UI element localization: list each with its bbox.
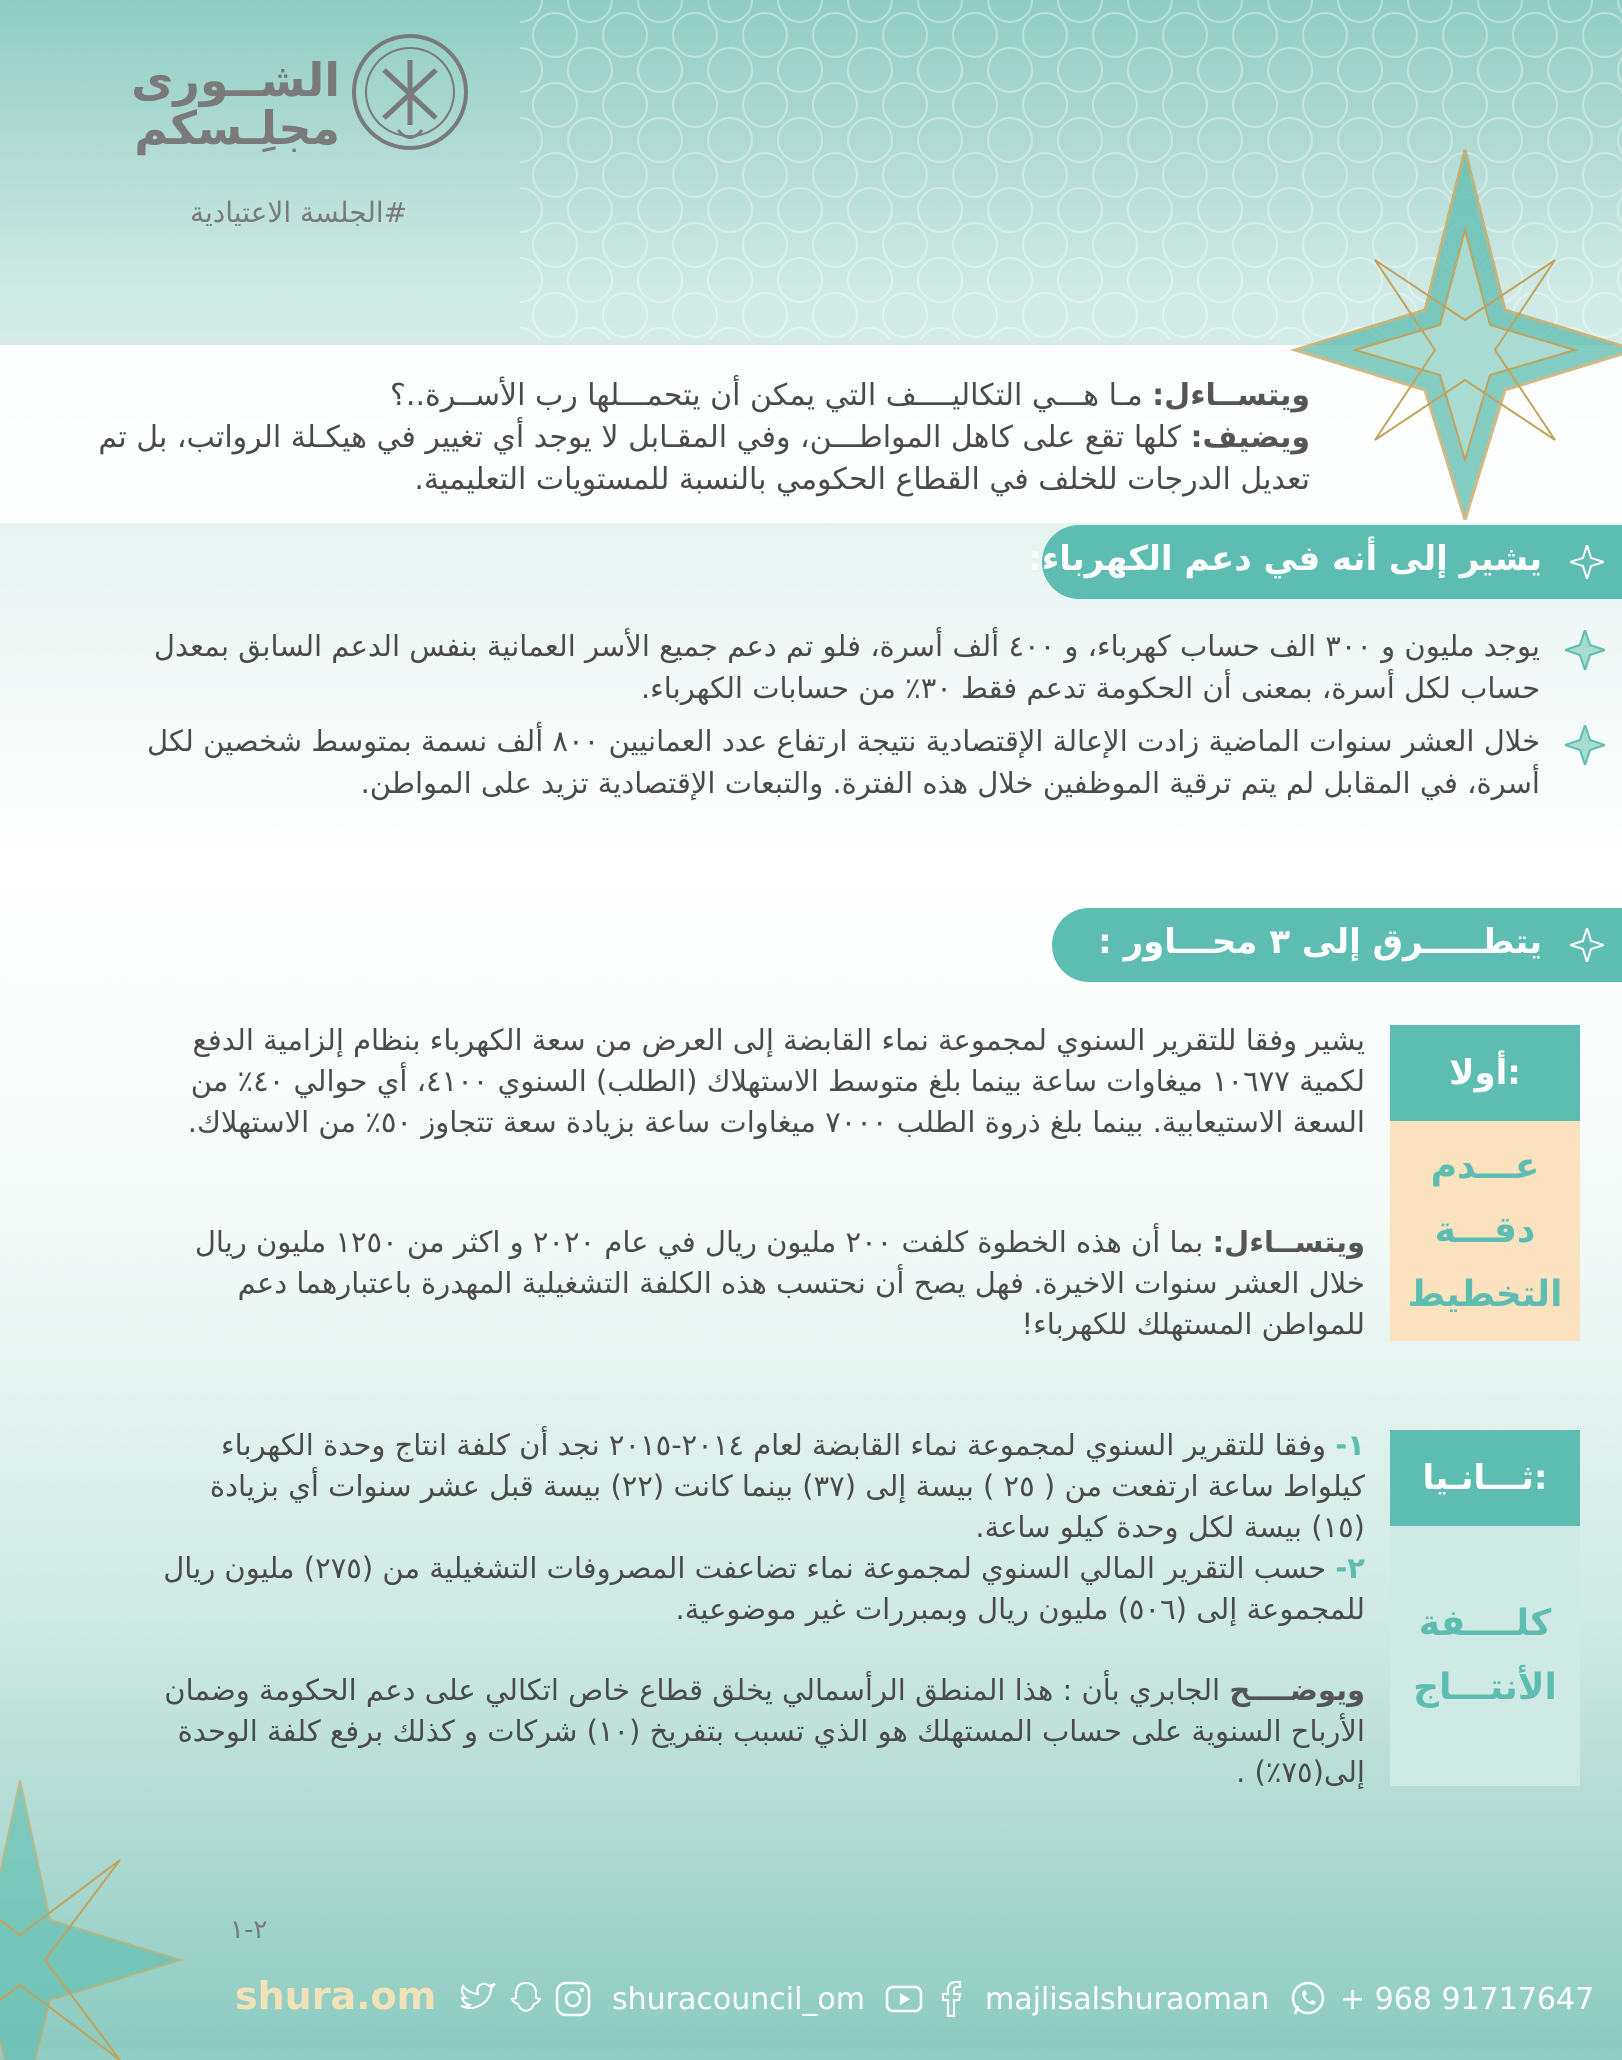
oman-emblem-icon — [348, 30, 473, 155]
axis2-num1: ١- — [1335, 1428, 1365, 1462]
bullet-item: خلال العشر سنوات الماضية زادت الإعالة الإقتصادية نتيجة ارتفاع عدد العمانيين ٨٠٠ ألف نسمة بمتوسط شخصين لكل أسرة، في المقابل لم يتم ترقية الموظفين خلال هذه الفترة. والتبعات الإقتصادية تزيد على المواطن. — [147, 724, 1540, 800]
intro-text2: كلها تقع على كاهل المواطـــن، وفي المقـابل لا يوجد أي تغيير في هيكـلة الرواتب، بل تم تعديل الدرجات للخلف في القطاع الحكومي بالنسبة للمستويات التعليمية. — [98, 420, 1310, 497]
axis2-card-line: الأنتـــاج — [1413, 1667, 1557, 1708]
instagram-icon[interactable] — [552, 1978, 594, 2020]
intro-label2: ويضيف: — [1190, 420, 1310, 455]
axis1-paragraph: يشير وفقا للتقرير السنوي لمجموعة نماء القابضة إلى العرض من سعة الكهرباء بنظام إلزامية الدفع لكمية ١٠٦٧٧ ميغاوات ساعة بينما بلغ متوسط الاستهلاك (الطلب) السنوي ٤١٠٠، أي حوالي ٤٠٪ من السعة الاستيعابية. بينما بلغ ذروة الطلب ٧٠٠٠ ميغاوات ساعة بزيادة سعة تتجاوز ٥٠٪ من الاستهلاك. — [187, 1023, 1365, 1139]
website-link[interactable]: shura.om — [235, 1974, 437, 2018]
star-bullet-icon — [1570, 928, 1604, 962]
instagram-handle[interactable]: shuracouncil_om — [612, 1982, 865, 2017]
axis2-num2: ٢- — [1335, 1551, 1365, 1585]
axis2-point1-text: وفقا للتقرير السنوي لمجموعة نماء القابضة لعام ٢٠١٤-٢٠١٥ نجد أن كلفة انتاج وحدة الكهرباء كيلواط ساعة ارتفعت من ( ٢٥ ) بيسة إلى (٣٧) بينما كانت (٢٢) بيسة قبل عشر سنوات أي بزيادة (١٥) بيسة لكل وحدة كيلو ساعة. — [209, 1428, 1365, 1544]
axis2-explanation-text: الجابري بأن : هذا المنطق الرأسمالي يخلق قطاع خاص اتكالي على دعم الحكومة وضمان الأرباح السنوية على حساب المستهلك هو الذي تسبب بتفريخ (١٠) شركات و كذلك برفع كلفة الوحدة إلى(٧٥٪) . — [164, 1673, 1365, 1789]
star-ornament-icon — [1280, 140, 1622, 520]
facebook-icon[interactable] — [930, 1978, 972, 2020]
axis1-card-line: عـــدم — [1430, 1146, 1540, 1187]
logo-title — [100, 53, 340, 156]
axis1-card-head: أولا: — [1390, 1025, 1580, 1121]
three-axes-banner — [1052, 908, 1622, 982]
electricity-subsidy-banner — [1028, 525, 1622, 599]
axis1-card-line: دقـــة — [1434, 1210, 1536, 1251]
axis1-card-body — [1390, 1121, 1580, 1341]
intro-label1: ويتســاءل: — [1152, 378, 1310, 413]
twitter-icon[interactable] — [455, 1978, 497, 2020]
whatsapp-number[interactable]: + 968 91717647 — [1340, 1982, 1595, 2017]
axis2-card-line: كلــــفة — [1418, 1603, 1552, 1644]
axis2-explanation — [160, 1670, 1365, 1793]
page-number: ٢-١ — [230, 1915, 268, 1945]
axis2-label: ويوضــــح — [1229, 1673, 1365, 1707]
logo-line2: مجلِـسكم — [134, 101, 340, 156]
axis2-card-body — [1390, 1526, 1580, 1786]
axis2-card — [1390, 1430, 1580, 1786]
star-ornament-icon — [0, 1760, 220, 2060]
snapchat-icon[interactable] — [505, 1978, 547, 2020]
axis1-question-text: بما أن هذه الخطوة كلفت ٢٠٠ مليون ريال في عام ٢٠٢٠ و اكثر من ١٢٥٠ مليون ريال خلال العشر سنوات الاخيرة. فهل يصح أن نحتسب هذه الكلفة التشغيلية المهدرة باعتبارهما دعم للمواطن المستهلك للكهرباء! — [194, 1225, 1365, 1341]
axis2-point2 — [160, 1548, 1365, 1630]
star-bullet-icon — [1570, 545, 1604, 579]
axis1-card-line: التخطيط — [1407, 1274, 1563, 1315]
bullet-star-icon — [1565, 630, 1605, 670]
axis2-card-head: ثـــانـيا: — [1390, 1430, 1580, 1526]
axis2-point2-text: حسب التقرير المالي السنوي لمجموعة نماء تضاعفت المصروفات التشغيلية من (٢٧٥) مليون ريال للمجموعة إلى (٥٠٦) مليون ريال وبمبررات غير موضوعية. — [163, 1551, 1365, 1626]
whatsapp-icon[interactable] — [1287, 1978, 1329, 2020]
axis1-card — [1390, 1025, 1580, 1341]
facebook-handle[interactable]: majlisalshuraoman — [985, 1982, 1270, 2017]
logo-line1: الشــورى — [131, 53, 340, 107]
section1-title: يشير إلى أنه في دعم الكهرباء: — [1028, 539, 1542, 579]
bullet-star-icon — [1565, 725, 1605, 765]
axis2-point1 — [160, 1425, 1365, 1548]
intro-text — [40, 375, 1310, 501]
bullet-item: يوجد مليون و ٣٠٠ الف حساب كهرباء، و ٤٠٠ ألف أسرة، فلو تم دعم جميع الأسر العمانية بنفس الدعم السابق بمعدل حساب لكل أسرة، بمعنى أن الحكومة تدعم فقط ٣٠٪ من حسابات الكهرباء. — [153, 629, 1540, 705]
axis1-question — [160, 1222, 1365, 1345]
hashtag: #الجلسة الاعتيادية — [190, 196, 408, 229]
youtube-icon[interactable] — [883, 1978, 925, 2020]
axis1-label: ويتســاءل: — [1212, 1225, 1365, 1259]
intro-text1: مـا هـــي التكاليــــف التي يمكن أن يتحمـــلها رب الأســرة..؟ — [389, 378, 1153, 413]
section2-title: يتطـــــرق إلى ٣ محـــاور : — [1098, 922, 1542, 962]
